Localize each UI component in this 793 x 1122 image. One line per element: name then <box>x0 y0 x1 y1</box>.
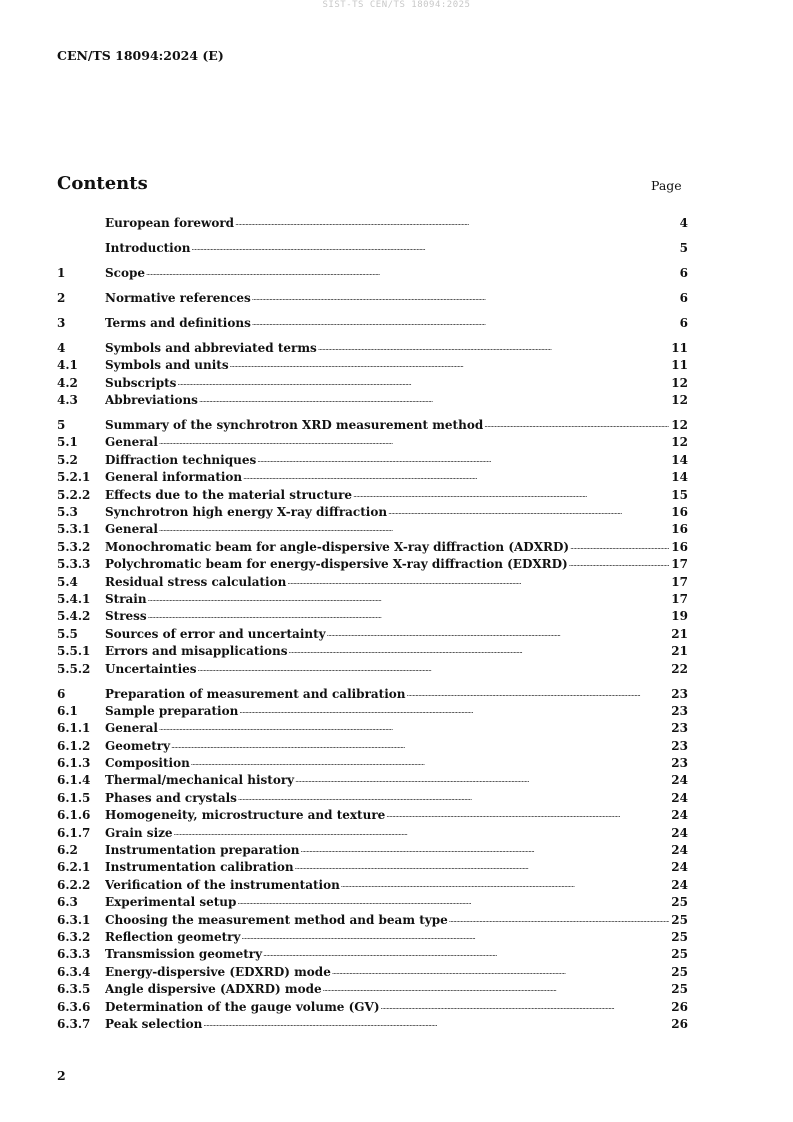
toc-entry-leader <box>105 643 669 660</box>
toc-entry-title: Composition <box>105 755 191 772</box>
toc-entry-title: Reflection geometry <box>105 929 241 946</box>
document-id: CEN/TS 18094:2024 (E) <box>57 48 224 63</box>
toc-entry-title: Monochromatic beam for angle-dispersive X-ray diffraction (ADXRD) <box>105 539 570 556</box>
toc-entry[interactable] <box>57 981 688 998</box>
toc-entry-leader <box>105 807 669 824</box>
toc-entry-leader <box>105 591 669 608</box>
toc-entry-page: 6 <box>679 265 688 280</box>
toc-entry-title: Uncertainties <box>105 661 198 678</box>
toc-entry-page: 24 <box>671 877 688 892</box>
toc-entry-number: 6.2.1 <box>57 860 91 875</box>
toc-entry[interactable] <box>57 686 688 703</box>
toc-entry-leader <box>105 703 669 720</box>
toc-entry-page: 23 <box>671 756 688 771</box>
toc-entry-title: Angle dispersive (ADXRD) mode <box>105 981 323 998</box>
toc-entry-page: 21 <box>671 644 688 659</box>
toc-entry[interactable] <box>57 392 688 409</box>
toc-entry-title: Instrumentation calibration <box>105 859 295 876</box>
toc-entry-page: 17 <box>671 591 688 606</box>
toc-entry-page: 12 <box>671 435 688 450</box>
toc-entry[interactable] <box>57 877 688 894</box>
toc-entry-number: 6.1.2 <box>57 738 91 753</box>
toc-entry-page: 15 <box>671 487 688 502</box>
toc-entry[interactable] <box>57 215 688 232</box>
toc-entry[interactable] <box>57 265 688 282</box>
toc-entry-title: Determination of the gauge volume (GV) <box>105 999 381 1016</box>
toc-entry-page: 14 <box>671 470 688 485</box>
toc-entry-title: Peak selection <box>105 1016 203 1033</box>
toc-entry-title: Energy-dispersive (EDXRD) mode <box>105 964 332 981</box>
toc-entry-number: 6 <box>57 686 66 701</box>
toc-entry-number: 6.1.7 <box>57 825 91 840</box>
toc-entry-leader <box>105 661 669 678</box>
toc-entry-leader <box>105 434 669 451</box>
toc-entry-number: 5.3 <box>57 505 78 520</box>
toc-entry-title: Residual stress calculation <box>105 574 287 591</box>
toc-entry-number: 5.5.1 <box>57 644 91 659</box>
toc-entry-page: 16 <box>671 539 688 554</box>
toc-entry-title: Normative references <box>105 290 252 307</box>
toc-entry[interactable] <box>57 807 688 824</box>
toc-entry-number: 6.2.2 <box>57 877 91 892</box>
toc-entry[interactable] <box>57 556 688 573</box>
toc-entry-title: General information <box>105 469 243 486</box>
toc-entry-page: 22 <box>671 661 688 676</box>
toc-entry[interactable] <box>57 772 688 789</box>
toc-entry-page: 23 <box>671 703 688 718</box>
toc-entry[interactable] <box>57 357 688 374</box>
toc-entry-title: Subscripts <box>105 375 177 392</box>
toc-entry-page: 4 <box>679 216 688 230</box>
toc-entry-leader <box>105 608 669 625</box>
toc-entry[interactable] <box>57 964 688 981</box>
toc-entry-title: Stress <box>105 608 148 625</box>
toc-entry-leader <box>105 452 669 469</box>
toc-entry-title: Grain size <box>105 825 174 842</box>
toc-entry-number: 4.3 <box>57 393 78 408</box>
toc-entry-number: 6.1.1 <box>57 721 91 736</box>
toc-entry-leader <box>105 357 669 374</box>
toc-entry-leader <box>105 755 669 772</box>
toc-entry[interactable] <box>57 539 688 556</box>
toc-entry-leader <box>105 1016 669 1033</box>
toc-entry-number: 3 <box>57 315 66 330</box>
toc-entry-page: 6 <box>679 290 688 305</box>
page-number: 2 <box>57 1068 66 1083</box>
toc-entry[interactable] <box>57 521 688 538</box>
toc-entry-leader <box>105 539 669 556</box>
toc-entry-leader <box>105 964 669 981</box>
toc-entry-number: 5.3.1 <box>57 522 91 537</box>
toc-entry[interactable] <box>57 703 688 720</box>
toc-entry[interactable] <box>57 469 688 486</box>
toc-entry-leader <box>105 417 669 434</box>
toc-entry-page: 24 <box>671 860 688 875</box>
toc-entry-page: 24 <box>671 843 688 858</box>
toc-entry-leader <box>105 772 669 789</box>
toc-entry-number: 6.3.5 <box>57 982 91 997</box>
toc-entry[interactable] <box>57 894 688 911</box>
toc-entry[interactable] <box>57 643 688 660</box>
toc-entry-leader <box>105 392 669 409</box>
toc-entry-title: Sources of error and uncertainty <box>105 626 327 643</box>
toc-entry-leader <box>105 626 669 643</box>
toc-entry-page: 6 <box>679 315 688 330</box>
toc-entry-leader <box>105 240 672 257</box>
toc-entry-number: 6.1.5 <box>57 790 91 805</box>
toc-entry-title: Errors and misapplications <box>105 643 288 660</box>
toc-entry-number: 5.3.2 <box>57 539 91 554</box>
toc-entry-leader <box>105 790 669 807</box>
toc-entry-page: 11 <box>671 358 688 373</box>
toc-entry-number: 5.5 <box>57 626 78 641</box>
toc-entry-leader <box>105 556 669 573</box>
toc-entry-leader <box>105 315 672 332</box>
toc-entry-leader <box>105 981 669 998</box>
toc-entry-page: 25 <box>671 912 688 927</box>
toc-entry-leader <box>105 825 669 842</box>
toc-entry-page: 23 <box>671 686 688 701</box>
toc-entry[interactable] <box>57 842 688 859</box>
toc-entry-number: 4.1 <box>57 358 78 373</box>
toc-entry-number: 6.3 <box>57 895 78 910</box>
toc-entry-leader <box>105 842 669 859</box>
toc-entry-number: 6.1 <box>57 703 78 718</box>
toc-entry-title: Sample preparation <box>105 703 239 720</box>
toc-entry[interactable] <box>57 452 688 469</box>
toc-entry-leader <box>105 859 669 876</box>
watermark: SIST-TS CEN/TS 18094:2025 <box>322 0 471 10</box>
toc-entry-page: 26 <box>671 1016 688 1031</box>
toc-entry-title: Abbreviations <box>105 392 199 409</box>
toc-entry-title: General <box>105 521 159 538</box>
toc-entry-number: 5.4.1 <box>57 591 91 606</box>
toc-entry-number: 6.3.1 <box>57 912 91 927</box>
toc-entry[interactable] <box>57 755 688 772</box>
toc-entry-leader <box>105 290 672 307</box>
toc-entry-title: Terms and definitions <box>105 315 252 332</box>
toc-entry-title: Introduction <box>105 240 191 257</box>
toc-entry-leader <box>105 738 669 755</box>
toc-entry-number: 1 <box>57 265 66 280</box>
toc-entry-leader <box>105 929 669 946</box>
toc-entry-page: 16 <box>671 505 688 520</box>
toc-entry-number: 5.2 <box>57 452 78 467</box>
toc-entry[interactable] <box>57 946 688 963</box>
toc-entry-title: Effects due to the material structure <box>105 487 353 504</box>
toc-entry-title: Homogeneity, microstructure and texture <box>105 807 386 824</box>
toc-entry-number: 5 <box>57 418 66 433</box>
toc-entry[interactable] <box>57 504 688 521</box>
toc-entry-leader <box>105 574 669 591</box>
toc-entry[interactable] <box>57 912 688 929</box>
toc-entry-title: Phases and crystals <box>105 790 238 807</box>
toc-entry-title: Symbols and units <box>105 357 230 374</box>
toc-entry-page: 24 <box>671 808 688 823</box>
toc-entry-leader <box>105 375 669 392</box>
toc-entry-page: 19 <box>671 609 688 624</box>
toc-entry-leader <box>105 504 669 521</box>
toc-entry[interactable] <box>57 417 688 434</box>
toc-entry-title: General <box>105 434 159 451</box>
toc-entry-title: Summary of the synchrotron XRD measurement method <box>105 417 484 434</box>
toc-entry-number: 2 <box>57 290 66 305</box>
toc-entry-title: Verification of the instrumentation <box>105 877 341 894</box>
toc-entry[interactable] <box>57 608 688 625</box>
toc-entry-page: 25 <box>671 982 688 997</box>
toc-entry[interactable] <box>57 999 688 1016</box>
toc-entry-number: 5.3.3 <box>57 557 91 572</box>
toc-entry-leader <box>105 946 669 963</box>
toc-entry[interactable] <box>57 574 688 591</box>
toc-entry-page: 14 <box>671 452 688 467</box>
toc-entry-page: 25 <box>671 930 688 944</box>
toc-entry[interactable] <box>57 340 688 357</box>
toc-entry[interactable] <box>57 929 688 946</box>
toc-entry-leader <box>105 894 669 911</box>
toc-entry-leader <box>105 215 672 232</box>
toc-entry[interactable] <box>57 375 688 392</box>
toc-entry-page: 16 <box>671 522 688 537</box>
toc-entry-number: 6.2 <box>57 843 78 858</box>
toc-entry-leader <box>105 686 669 703</box>
toc-entry-number: 6.1.6 <box>57 808 91 823</box>
toc-entry-page: 17 <box>671 574 688 589</box>
toc-entry[interactable] <box>57 738 688 755</box>
toc-entry-number: 5.4 <box>57 574 78 589</box>
toc-entry-leader <box>105 521 669 538</box>
toc-entry-title: Instrumentation preparation <box>105 842 301 859</box>
toc-entry-title: Strain <box>105 591 148 608</box>
toc-entry[interactable] <box>57 626 688 643</box>
toc-entry-page: 23 <box>671 721 688 736</box>
toc-entry-page: 17 <box>671 557 688 572</box>
toc-entry-title: European foreword <box>105 215 235 232</box>
toc-entry-number: 5.2.1 <box>57 470 91 485</box>
toc-entry-title: Symbols and abbreviated terms <box>105 340 318 357</box>
toc-entry-page: 23 <box>671 738 688 753</box>
toc-entry-page: 25 <box>671 895 688 910</box>
toc-entry-leader <box>105 912 669 929</box>
contents-title: Contents <box>57 173 148 194</box>
toc-entry-page: 12 <box>671 375 688 390</box>
toc-entry-leader <box>105 999 669 1016</box>
toc-entry-number: 6.3.3 <box>57 947 91 962</box>
toc-entry-leader <box>105 340 669 357</box>
toc-entry[interactable] <box>57 487 688 504</box>
toc-entry-page: 26 <box>671 999 688 1014</box>
toc-entry[interactable] <box>57 661 688 678</box>
toc-entry-number: 5.1 <box>57 435 78 450</box>
toc-entry[interactable] <box>57 825 688 842</box>
toc-entry-leader <box>105 469 669 486</box>
toc-entry[interactable] <box>57 591 688 608</box>
toc-entry-number: 6.3.7 <box>57 1016 91 1031</box>
toc-entry-page: 12 <box>671 393 688 408</box>
toc-entry-number: 5.4.2 <box>57 609 91 624</box>
toc-entry-page: 21 <box>671 626 688 641</box>
toc-entry-title: Synchrotron high energy X-ray diffraction <box>105 504 388 521</box>
toc-entry-title: Preparation of measurement and calibration <box>105 686 407 703</box>
toc-entry-number: 4 <box>57 340 66 355</box>
toc-entry[interactable] <box>57 240 688 257</box>
toc-entry-leader <box>105 265 672 282</box>
toc-entry-title: Choosing the measurement method and beam type <box>105 912 449 929</box>
toc-entry-page: 24 <box>671 773 688 788</box>
toc-entry-number: 4.2 <box>57 375 78 390</box>
toc-entry[interactable] <box>57 290 688 307</box>
toc-entry-page: 12 <box>671 418 688 433</box>
toc-entry-number: 6.3.2 <box>57 930 91 944</box>
toc-entry-leader <box>105 877 669 894</box>
toc-entry-page: 25 <box>671 947 688 962</box>
toc-entry-number: 6.3.6 <box>57 999 91 1014</box>
toc-entry-title: Diffraction techniques <box>105 452 257 469</box>
toc-entry-title: Thermal/mechanical history <box>105 772 295 789</box>
toc-entry-title: Transmission geometry <box>105 946 263 963</box>
toc-entry-page: 5 <box>679 240 688 255</box>
toc-entry[interactable] <box>57 859 688 876</box>
page-column-label: Page <box>651 178 682 193</box>
toc-entry-page: 24 <box>671 790 688 805</box>
toc-entry[interactable] <box>57 1016 688 1033</box>
toc-entry-number: 5.2.2 <box>57 487 91 502</box>
toc-entry-page: 24 <box>671 825 688 840</box>
toc-entry[interactable] <box>57 434 688 451</box>
toc-entry-title: Experimental setup <box>105 894 237 911</box>
toc-entry[interactable] <box>57 720 688 737</box>
toc-entry-number: 6.1.3 <box>57 756 91 771</box>
toc-entry-number: 5.5.2 <box>57 661 91 676</box>
toc-entry-title: General <box>105 720 159 737</box>
toc-entry-page: 11 <box>671 340 688 355</box>
toc-entry-number: 6.1.4 <box>57 773 91 788</box>
table-of-contents <box>57 215 688 1033</box>
toc-entry-leader <box>105 720 669 737</box>
toc-entry-title: Scope <box>105 265 146 282</box>
toc-entry-page: 25 <box>671 964 688 979</box>
toc-entry[interactable] <box>57 790 688 807</box>
toc-entry-leader <box>105 487 669 504</box>
toc-entry-title: Geometry <box>105 738 171 755</box>
toc-entry[interactable] <box>57 315 688 332</box>
toc-entry-number: 6.3.4 <box>57 964 91 979</box>
toc-entry-title: Polychromatic beam for energy-dispersive X-ray diffraction (EDXRD) <box>105 556 569 573</box>
